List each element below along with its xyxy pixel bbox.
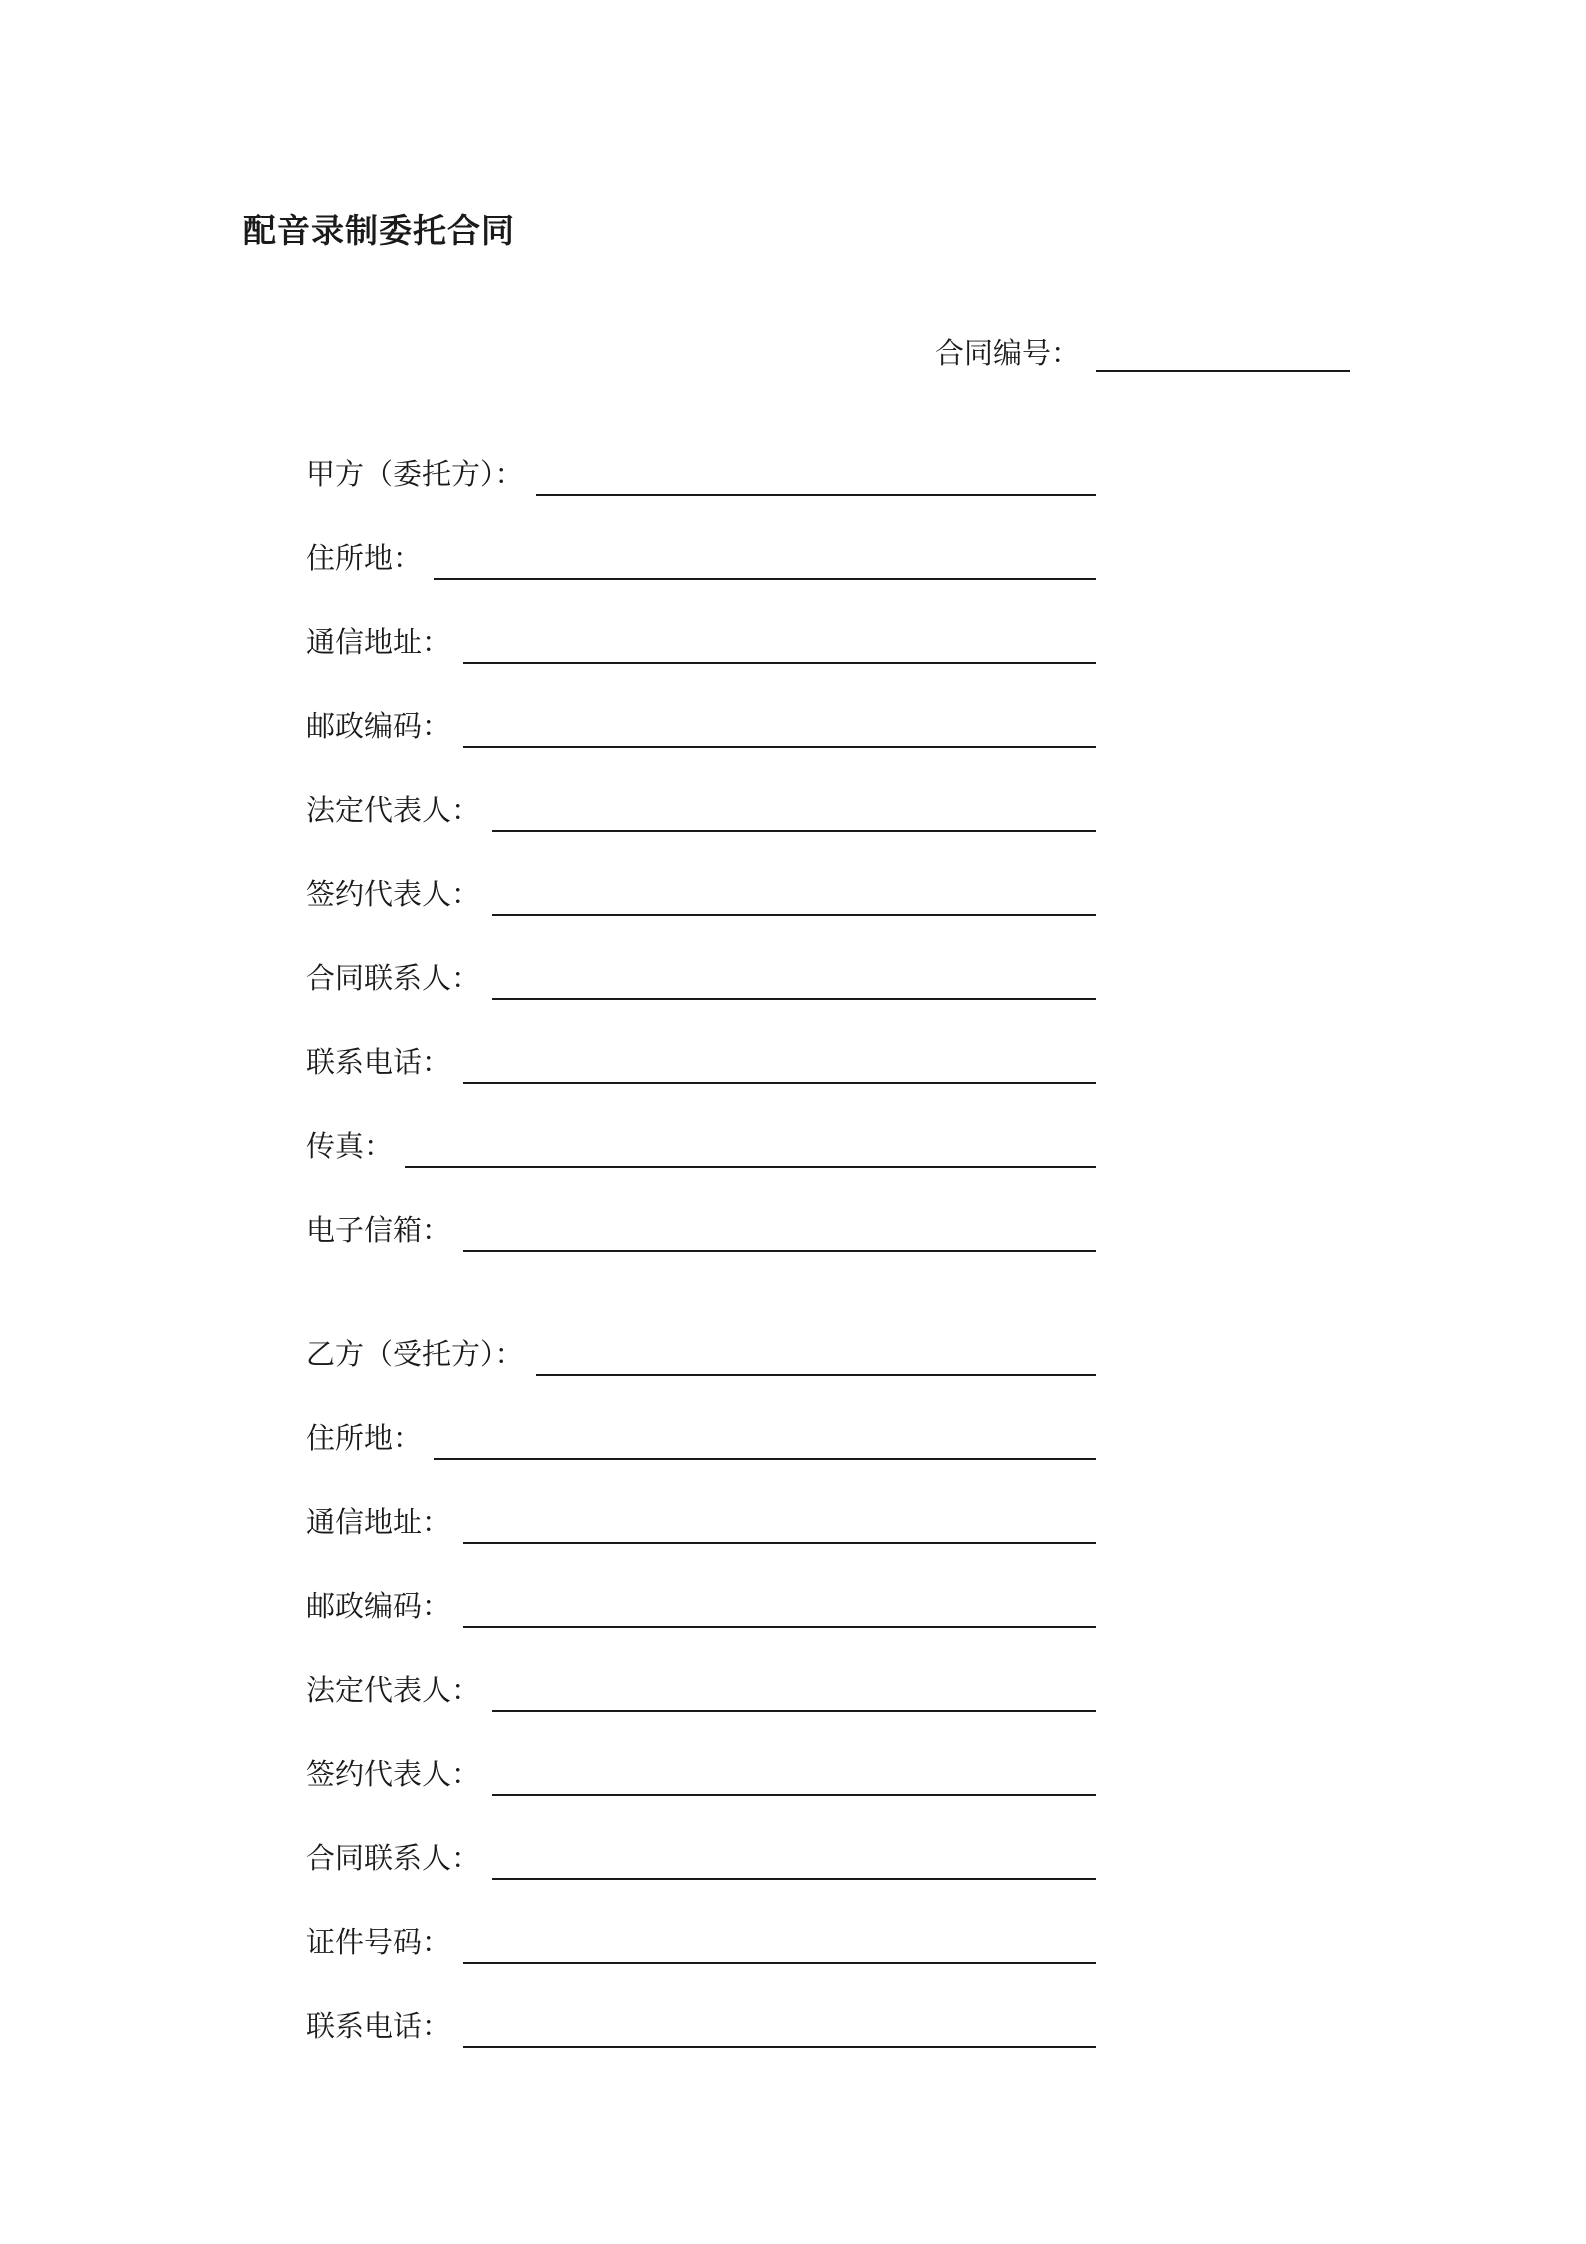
party-a-mailing-address-blank[interactable] xyxy=(463,622,1096,664)
party-b-postcode-row xyxy=(306,1546,1096,1630)
party-b-legal-rep-row xyxy=(306,1630,1096,1714)
party-a-signing-rep-row xyxy=(306,834,1096,918)
party-b-name-row xyxy=(306,1330,1096,1378)
party-a-name-blank[interactable] xyxy=(536,454,1096,496)
party-b-domicile-blank[interactable] xyxy=(434,1418,1096,1460)
party-b-mailing-address-label: 通信地址： xyxy=(306,1505,452,1539)
party-b-name-label: 乙方（受托方）： xyxy=(306,1337,524,1371)
party-a-contact-person-row xyxy=(306,918,1096,1002)
party-a-postcode-blank[interactable] xyxy=(463,706,1096,748)
party-b-contact-person-row xyxy=(306,1798,1096,1882)
party-a-phone-blank[interactable] xyxy=(463,1042,1096,1084)
party-b-legal-rep-label: 法定代表人： xyxy=(306,1673,481,1707)
contract-number-row xyxy=(935,330,1355,372)
party-a-phone-label: 联系电话： xyxy=(306,1045,452,1079)
party-b-phone-row xyxy=(306,1966,1096,2050)
party-b-domicile-label: 住所地： xyxy=(306,1421,423,1455)
party-b-legal-rep-blank[interactable] xyxy=(492,1670,1096,1712)
party-a-contact-person-blank[interactable] xyxy=(492,958,1096,1000)
party-a-legal-rep-label: 法定代表人： xyxy=(306,793,481,827)
party-a-fax-label: 传真： xyxy=(306,1129,394,1163)
party-b-signing-rep-row xyxy=(306,1714,1096,1798)
party-a-domicile-blank[interactable] xyxy=(434,538,1096,580)
party-b-phone-label: 联系电话： xyxy=(306,2009,452,2043)
party-a-fax-blank[interactable] xyxy=(405,1126,1096,1168)
party-a-postcode-label: 邮政编码： xyxy=(306,709,452,743)
party-b-name-blank[interactable] xyxy=(536,1334,1096,1376)
party-a-postcode-row xyxy=(306,666,1096,750)
party-a-legal-rep-row xyxy=(306,750,1096,834)
party-a-fax-row xyxy=(306,1086,1096,1170)
party-b-postcode-blank[interactable] xyxy=(463,1586,1096,1628)
party-a-email-label: 电子信箱： xyxy=(306,1213,452,1247)
party-a-name-row xyxy=(306,450,1096,498)
party-b-id-number-row xyxy=(306,1882,1096,1966)
party-b-signing-rep-label: 签约代表人： xyxy=(306,1757,481,1791)
party-b-mailing-address-row xyxy=(306,1462,1096,1546)
contract-number-label: 合同编号： xyxy=(935,336,1081,370)
party-a-email-blank[interactable] xyxy=(463,1210,1096,1252)
party-b-section xyxy=(306,1330,1096,2050)
party-b-id-number-blank[interactable] xyxy=(463,1922,1096,1964)
page-title: 配音录制委托合同 xyxy=(243,211,515,250)
party-a-domicile-row xyxy=(306,498,1096,582)
party-a-legal-rep-blank[interactable] xyxy=(492,790,1096,832)
party-b-id-number-label: 证件号码： xyxy=(306,1925,452,1959)
party-a-phone-row xyxy=(306,1002,1096,1086)
party-a-contact-person-label: 合同联系人： xyxy=(306,961,481,995)
party-a-signing-rep-blank[interactable] xyxy=(492,874,1096,916)
contract-number-blank[interactable] xyxy=(1096,330,1350,372)
party-a-mailing-address-row xyxy=(306,582,1096,666)
party-a-domicile-label: 住所地： xyxy=(306,541,423,575)
party-a-signing-rep-label: 签约代表人： xyxy=(306,877,481,911)
party-b-signing-rep-blank[interactable] xyxy=(492,1754,1096,1796)
party-a-mailing-address-label: 通信地址： xyxy=(306,625,452,659)
party-b-phone-blank[interactable] xyxy=(463,2006,1096,2048)
party-b-mailing-address-blank[interactable] xyxy=(463,1502,1096,1544)
party-a-name-label: 甲方（委托方）： xyxy=(306,457,524,491)
party-b-postcode-label: 邮政编码： xyxy=(306,1589,452,1623)
party-b-contact-person-blank[interactable] xyxy=(492,1838,1096,1880)
party-a-section xyxy=(306,450,1096,1254)
party-b-contact-person-label: 合同联系人： xyxy=(306,1841,481,1875)
party-a-email-row xyxy=(306,1170,1096,1254)
party-b-domicile-row xyxy=(306,1378,1096,1462)
